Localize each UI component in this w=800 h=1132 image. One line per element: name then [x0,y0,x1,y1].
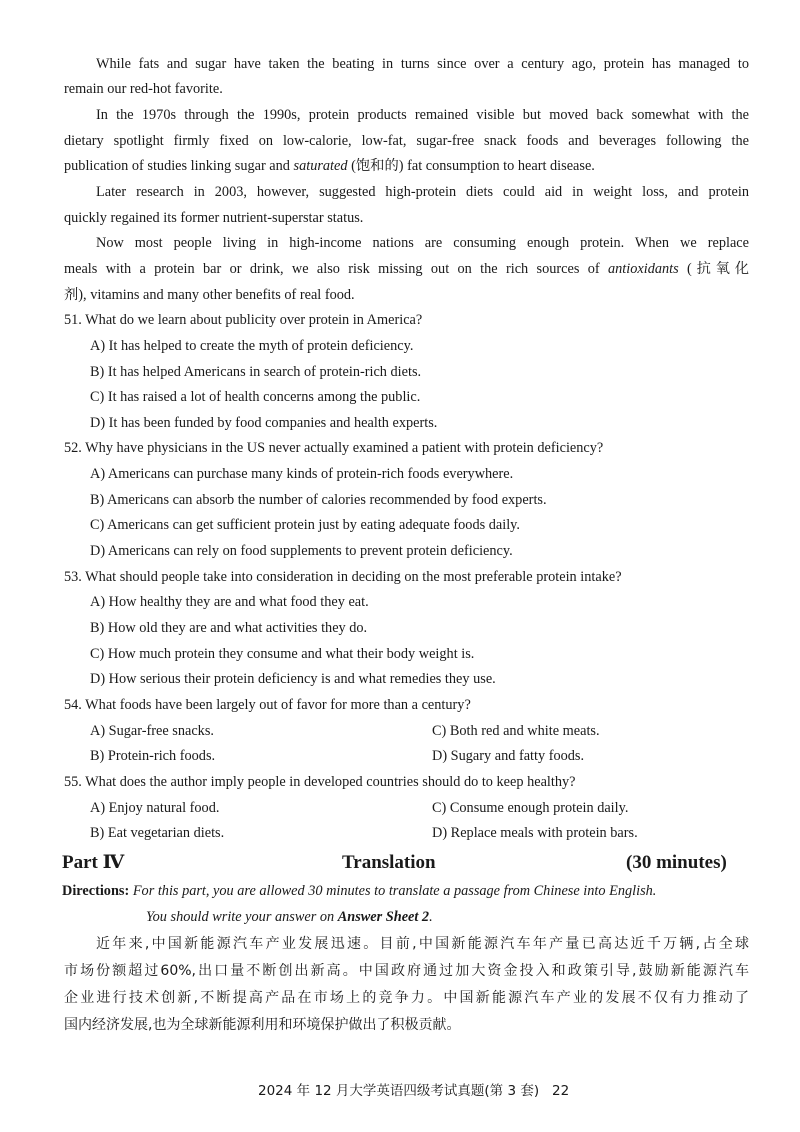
q55-option-d[interactable]: D) Replace meals with protein bars. [432,825,638,841]
passage-p2-line3-text: publication of studies linking sugar and [64,158,294,174]
passage-p4-line2-text: meals with a protein bar or drink, we also risk missing out on the rich sources of [64,261,608,277]
answer-sheet-ref: Answer Sheet 2 [337,909,430,925]
footer-title [258,1085,569,1099]
q54-option-a[interactable]: A) Sugar-free snacks. [90,723,214,739]
passage-p3-line2: quickly regained its former nutrient-superstar status. [64,210,364,226]
passage-p1-line1: While fats and sugar have taken the beating in turns since over a century ago, protein has managed to [96,56,749,72]
q53-option-a[interactable]: A) How healthy they are and what food they eat. [90,594,369,610]
q52-option-a[interactable]: A) Americans can purchase many kinds of protein-rich foods everywhere. [90,466,514,482]
passage-p4-antioxidants-term: antioxidants [608,261,679,277]
q51-option-c[interactable]: C) It has raised a lot of health concerns among the public. [90,389,421,405]
directions-text: For this part, you are allowed 30 minutes to translate a passage from Chinese into English. [132,883,657,899]
q52-option-d[interactable]: D) Americans can rely on food supplements to prevent protein deficiency. [90,543,513,559]
page-number: 22 [552,1083,570,1099]
q53-stem: 53. What should people take into consideration in deciding on the most preferable protein intake? [64,569,622,585]
q55-stem: 55. What does the author imply people in developed countries should do to keep healthy? [64,774,576,790]
q52-option-c[interactable]: C) Americans can get sufficient protein just by eating adequate foods daily. [90,517,520,533]
q54-option-d[interactable]: D) Sugary and fatty foods. [432,748,585,764]
q53-option-d[interactable]: D) How serious their protein deficiency is and what remedies they use. [90,671,496,687]
passage-p2-line3 [64,159,595,173]
directions-line2 [146,910,433,924]
q54-option-c[interactable]: C) Both red and white meats. [432,723,600,739]
footer-text: 2024 年 12 月大学英语四级考试真题(第 3 套) [258,1083,540,1099]
chinese-passage-line4: 国内经济发展,也为全球新能源利用和环境保护做出了积极贡献。 [64,1017,461,1033]
q51-option-d[interactable]: D) It has been funded by food companies and health experts. [90,415,438,431]
passage-p2-saturated-term: saturated [293,158,348,174]
q52-stem: 52. Why have physicians in the US never actually examined a patient with protein deficiency? [64,440,604,456]
q54-option-b[interactable]: B) Protein-rich foods. [90,748,216,764]
q53-option-b[interactable]: B) How old they are and what activities they do. [90,620,368,636]
passage-p4-line3: 剂), vitamins and many other benefits of real food. [64,287,355,303]
passage-p4-line1: Now most people living in high-income nations are consuming enough protein. When we replace [96,235,749,251]
q55-option-b[interactable]: B) Eat vegetarian diets. [90,825,225,841]
chinese-passage-line3: 企业进行技术创新,不断提高产品在市场上的竞争力。中国新能源汽车产业的发展不仅有力推动了 [64,990,749,1006]
passage-p1-line2: remain our red-hot favorite. [64,81,223,97]
passage-p2-line1: In the 1970s through the 1990s, protein products remained visible but moved back somewhat with the [96,107,749,123]
q51-option-b[interactable]: B) It has helped Americans in search of protein-rich diets. [90,364,422,380]
q52-option-b[interactable]: B) Americans can absorb the number of calories recommended by food experts. [90,492,547,508]
directions-line1 [62,884,752,898]
part-time: (30 minutes) [626,852,727,873]
q54-stem: 54. What foods have been largely out of favor for more than a century? [64,697,471,713]
passage-p2-line3-end: (饱和的) fat consumption to heart disease. [347,158,595,174]
passage-p2-line2: dietary spotlight firmly fixed on low-calorie, low-fat, sugar-free snack foods and beverages following the [64,133,749,149]
part-title: Translation [342,852,436,873]
directions-text-2: You should write your answer on [146,909,338,925]
q55-option-a[interactable]: A) Enjoy natural food. [90,800,220,816]
q51-option-a[interactable]: A) It has helped to create the myth of protein deficiency. [90,338,414,354]
directions-label: Directions: [62,883,130,899]
passage-p4-line2-end: (抗氧化 [678,261,749,277]
directions-period: . [429,909,433,925]
passage-p4-line2 [64,262,749,276]
q51-stem: 51. What do we learn about publicity over protein in America? [64,312,423,328]
q53-option-c[interactable]: C) How much protein they consume and what their body weight is. [90,646,475,662]
chinese-passage-line1: 近年来,中国新能源汽车产业发展迅速。目前,中国新能源汽车年产量已高达近千万辆,占全球 [96,936,749,952]
q55-option-c[interactable]: C) Consume enough protein daily. [432,800,629,816]
chinese-passage-line2: 市场份额超过60%,出口量不断创出新高。中国政府通过加大资金投入和政策引导,鼓励新能源汽车 [64,963,749,979]
passage-p3-line1: Later research in 2003, however, suggested high-protein diets could aid in weight loss, and protein [96,184,749,200]
part-label: Part Ⅳ [62,852,125,873]
